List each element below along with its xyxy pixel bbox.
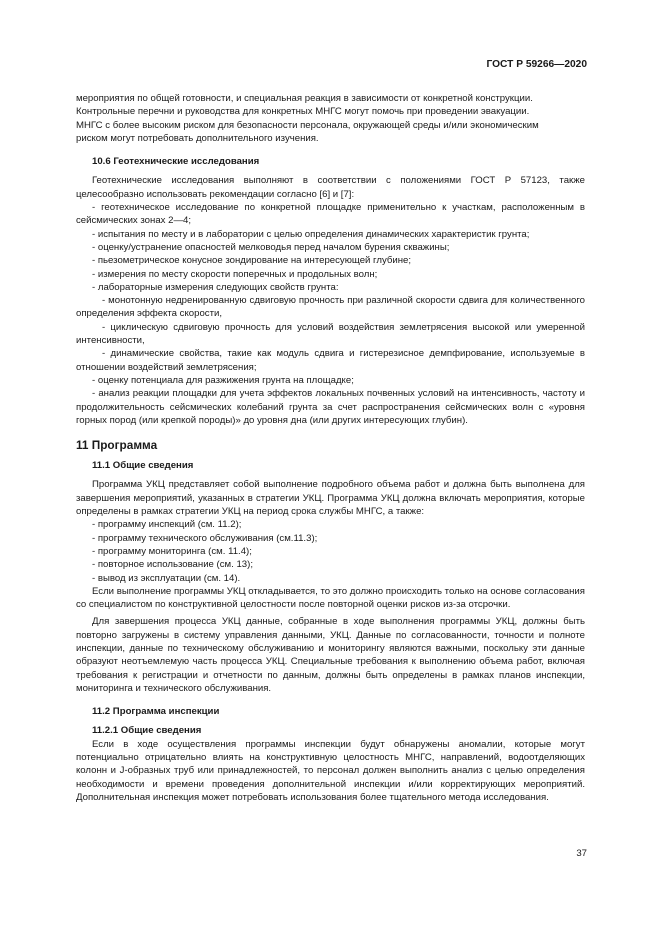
list-item: - пьезометрическое конусное зондирование на интересующей глубине; — [92, 255, 412, 267]
section-10-6-title: 10.6 Геотехнические исследования — [92, 156, 260, 168]
sub-list-item: - динамические свойства, такие как модуль сдвига и гистерезисное демпфирование, используемые в отношении воздействий землетрясения; — [76, 348, 585, 373]
intro-line: МНГС с более высоким риском для безопасности персонала, окружающей среды и/или экономическим — [76, 119, 539, 131]
paragraph: Программа УКЦ представляет собой выполнение подробного объема работ и должна быть выполнена для завершения мероприятий, указанных в стратегии УКЦ. Программа УКЦ должна включать мероприятия, которые определены в рамках стратегии УКЦ на период срока службы МНГС, а также: — [76, 479, 585, 518]
intro-line: мероприятия по общей готовности, и специальная реакция в зависимости от конкретной конструкции. — [76, 93, 533, 104]
page-number: 37 — [576, 848, 587, 859]
paragraph: Для завершения процесса УКЦ данные, собранные в ходе выполнения программы УКЦ, должны быть повторно загружены в систему управления данными, УКЦ. Данные по согласованности, точности и полноте инспекции, данные по техническому обслуживанию и мониторингу являются важными, поскольку эти данные образуют неотъемлемую часть процесса УКЦ. Специальные требования к выполнению объема работ, включая требования к регистрации и отчетности по данным, должны быть определены в рамках планов инспекции, мониторинга и технического обслуживания. — [76, 616, 585, 694]
list-item: - программу мониторинга (см. 11.4); — [92, 545, 252, 557]
list-item: - программу инспекций (см. 11.2); — [92, 519, 242, 531]
list-item: - вывод из эксплуатации (см. 14). — [92, 572, 241, 584]
list-item: - испытания по месту и в лаборатории с целью определения динамических характеристик грунта; — [92, 228, 530, 240]
section-11-2-title: 11.2 Программа инспекции — [92, 706, 220, 718]
list-item: - повторное использование (см. 13); — [92, 559, 253, 571]
page-content — [76, 92, 585, 804]
section-11-1-title: 11.1 Общие сведения — [92, 460, 194, 472]
paragraph: Если выполнение программы УКЦ откладывается, то это должно происходить только на основе согласования со специалистом по конструктивной целостности после повторной оценки рисков из-за отсрочки. — [76, 585, 585, 611]
section-10-6-intro: Геотехнические исследования выполняют в соответствии с положениями ГОСТ Р 57123, также целесообразно использовать рекомендации согласно [6] и [7]: — [76, 175, 585, 200]
intro-line: Контрольные перечни и руководства для конкретных МНГС могут помочь при проведении эвакуации. — [76, 106, 530, 118]
section-11-title: 11 Программа — [76, 438, 158, 453]
standard-header: ГОСТ Р 59266—2020 — [486, 59, 587, 70]
list-item: - анализ реакции площадки для учета эффектов локальных почвенных условий на интенсивность, частоту и продолжительность сейсмических колебаний грунта за счет распространения сейсмических волн с «уровня горных пород (или крепкой породы)» до уровня дна (или других интересующих глубин). — [76, 388, 585, 426]
intro-line: риском могут потребовать дополнительного изучения. — [76, 132, 319, 144]
list-item: - геотехническое исследование по конкретной площадке применительно к участкам, расположенным в сейсмических зонах 2—4; — [76, 202, 585, 227]
list-item: - оценку потенциала для разжижения грунта на площадке; — [92, 374, 354, 386]
section-11-2-1-title: 11.2.1 Общие сведения — [92, 725, 202, 737]
paragraph: Если в ходе осуществления программы инспекции будут обнаружены аномалии, которые могут потенциально отрицательно влиять на конструктивную целостность МНГС, направлений, водоотделяющих колонн и J-образных труб или принадлежностей, то персонал должен выполнить анализ с целью определения необходимости и времени проведения дополнительной инспекции и/или корректирующих мероприятий. Дополнительная инспекция может потребовать использования более тщательного метода исследования. — [76, 738, 585, 803]
list-item: - оценку/устранение опасностей мелководья перед началом бурения скважины; — [92, 241, 450, 253]
sub-list-item: - циклическую сдвиговую прочность для условий воздействия землетрясения высокой или умеренной интенсивности, — [76, 321, 585, 347]
list-item: - измерения по месту скорости поперечных и продольных волн; — [92, 268, 378, 280]
list-item: - программу технического обслуживания (см.11.3); — [92, 532, 318, 544]
list-item: - лабораторные измерения следующих свойств грунта: — [92, 281, 339, 293]
sub-list-item: - монотонную недренированную сдвиговую прочность при различной скорости сдвига для количественного определения эффекта скорости, — [76, 295, 585, 320]
